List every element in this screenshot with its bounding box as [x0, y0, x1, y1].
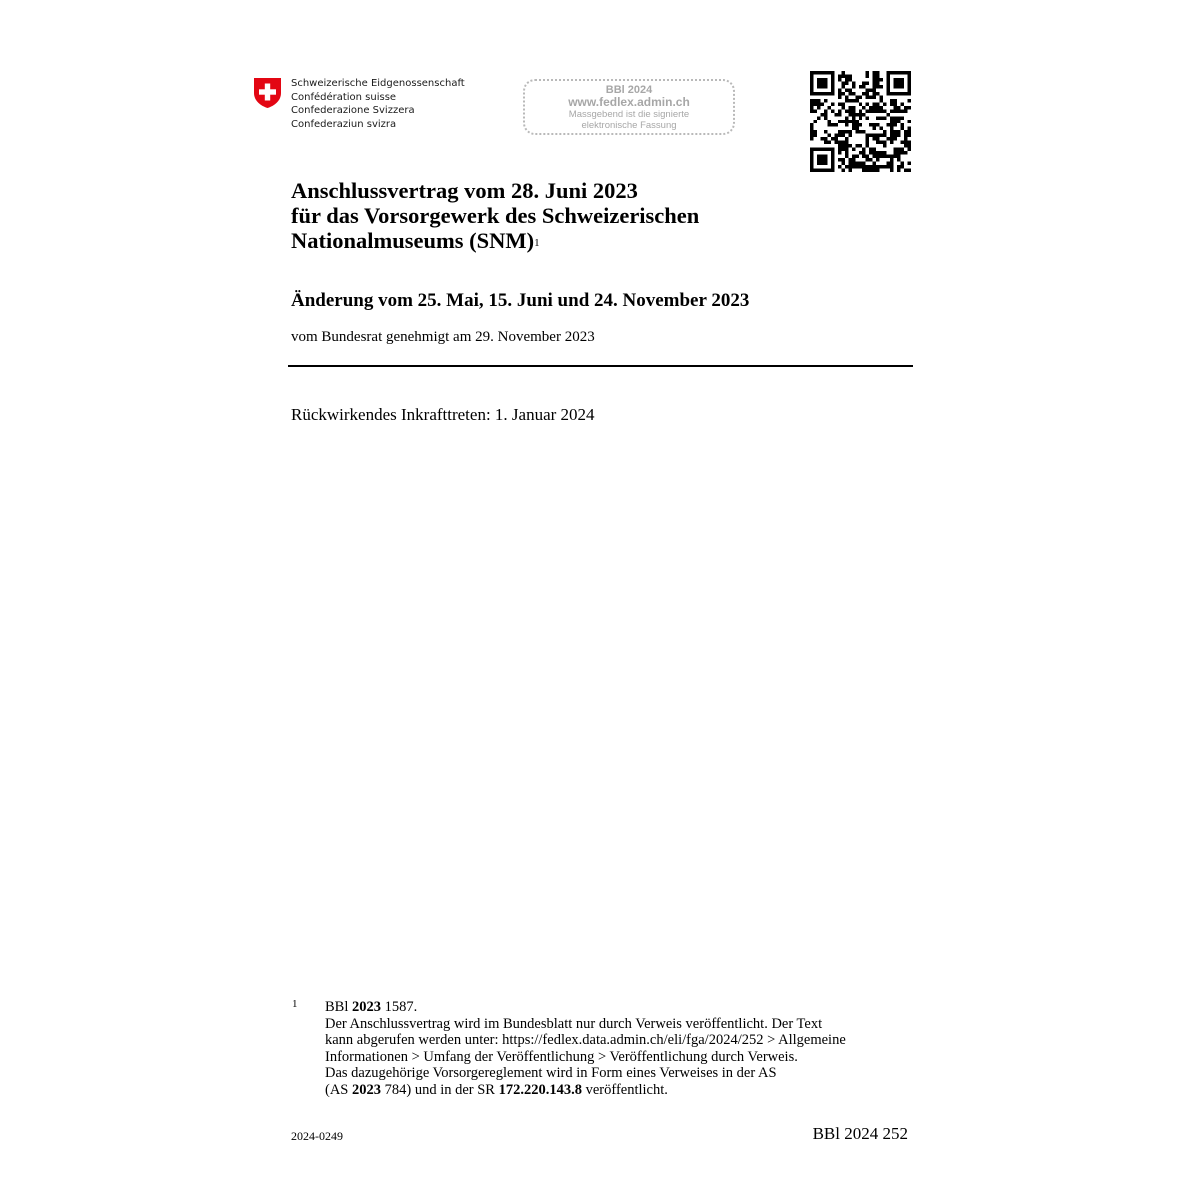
retroactive-entry-into-force: Rückwirkendes Inkrafttreten: 1. Januar 2024	[291, 405, 595, 424]
horizontal-rule	[288, 365, 913, 367]
page-reference: BBl 2024 252	[812, 1124, 908, 1143]
title-line-3-text: Nationalmuseums (SNM)	[291, 228, 535, 253]
federal-administration-names	[291, 77, 491, 131]
federal-name-de: Schweizerische Eidgenossenschaft	[291, 78, 465, 89]
footnote-l6-a: (AS	[325, 1081, 352, 1098]
title-line-3	[291, 228, 911, 253]
title-line-1: Anschlussvertrag vom 28. Juni 2023	[291, 178, 638, 203]
qr-code-icon	[810, 71, 911, 172]
footnote-line-2: Der Anschlussvertrag wird im Bundesblatt nur durch Verweis veröffentlicht. Der Text	[325, 1015, 823, 1032]
amendment-heading: Änderung vom 25. Mai, 15. Juni und 24. November 2023	[291, 290, 750, 311]
footnote-l6-d: 172.220.143.8	[498, 1081, 582, 1098]
stamp-line-3: Massgebend ist die signierte	[568, 109, 690, 120]
footnote-line-6	[325, 1082, 915, 1099]
federal-name-it: Confederazione Svizzera	[291, 105, 415, 116]
footnote-mark: 1	[292, 998, 298, 1010]
federal-name-fr: Confédération suisse	[291, 91, 397, 103]
footnote-l6-e: veröffentlicht.	[581, 1081, 668, 1098]
swiss-flag-icon	[253, 77, 282, 109]
footnote-l6-b: 2023	[352, 1081, 381, 1098]
footnote-line-3: kann abgerufen werden unter: https://fedlex.data.admin.ch/eli/fga/2024/252 > Allgemeine	[325, 1032, 846, 1048]
footnote-l1-c: 1587.	[381, 999, 418, 1015]
footnote-l1-a: BBl	[325, 999, 352, 1015]
fedlex-stamp	[523, 79, 735, 135]
footnote-line-4: Informationen > Umfang der Veröffentlichung > Veröffentlichung durch Verweis.	[325, 1048, 798, 1065]
footnote-l1-b: 2023	[352, 999, 381, 1015]
document-number: 2024-0249	[291, 1129, 343, 1143]
footnote-line-1	[325, 999, 915, 1016]
stamp-line-4: elektronische Fassung	[581, 120, 677, 131]
footnote-l6-c: 784) und in der SR	[381, 1081, 499, 1098]
footnote-line-5: Das dazugehörige Vorsorgereglement wird in Form eines Verweises in der AS	[325, 1065, 777, 1081]
federal-name-rm: Confederaziun svizra	[291, 118, 397, 130]
document-title	[291, 178, 911, 253]
footnote-text	[325, 999, 915, 1098]
approval-note: vom Bundesrat genehmigt am 29. November 2023	[291, 329, 595, 345]
stamp-line-1: BBl 2024	[605, 84, 653, 96]
title-footnote-ref: 1	[534, 237, 540, 249]
stamp-line-2: www.fedlex.admin.ch	[568, 95, 690, 109]
title-line-2: für das Vorsorgewerk des Schweizerischen	[291, 203, 700, 228]
